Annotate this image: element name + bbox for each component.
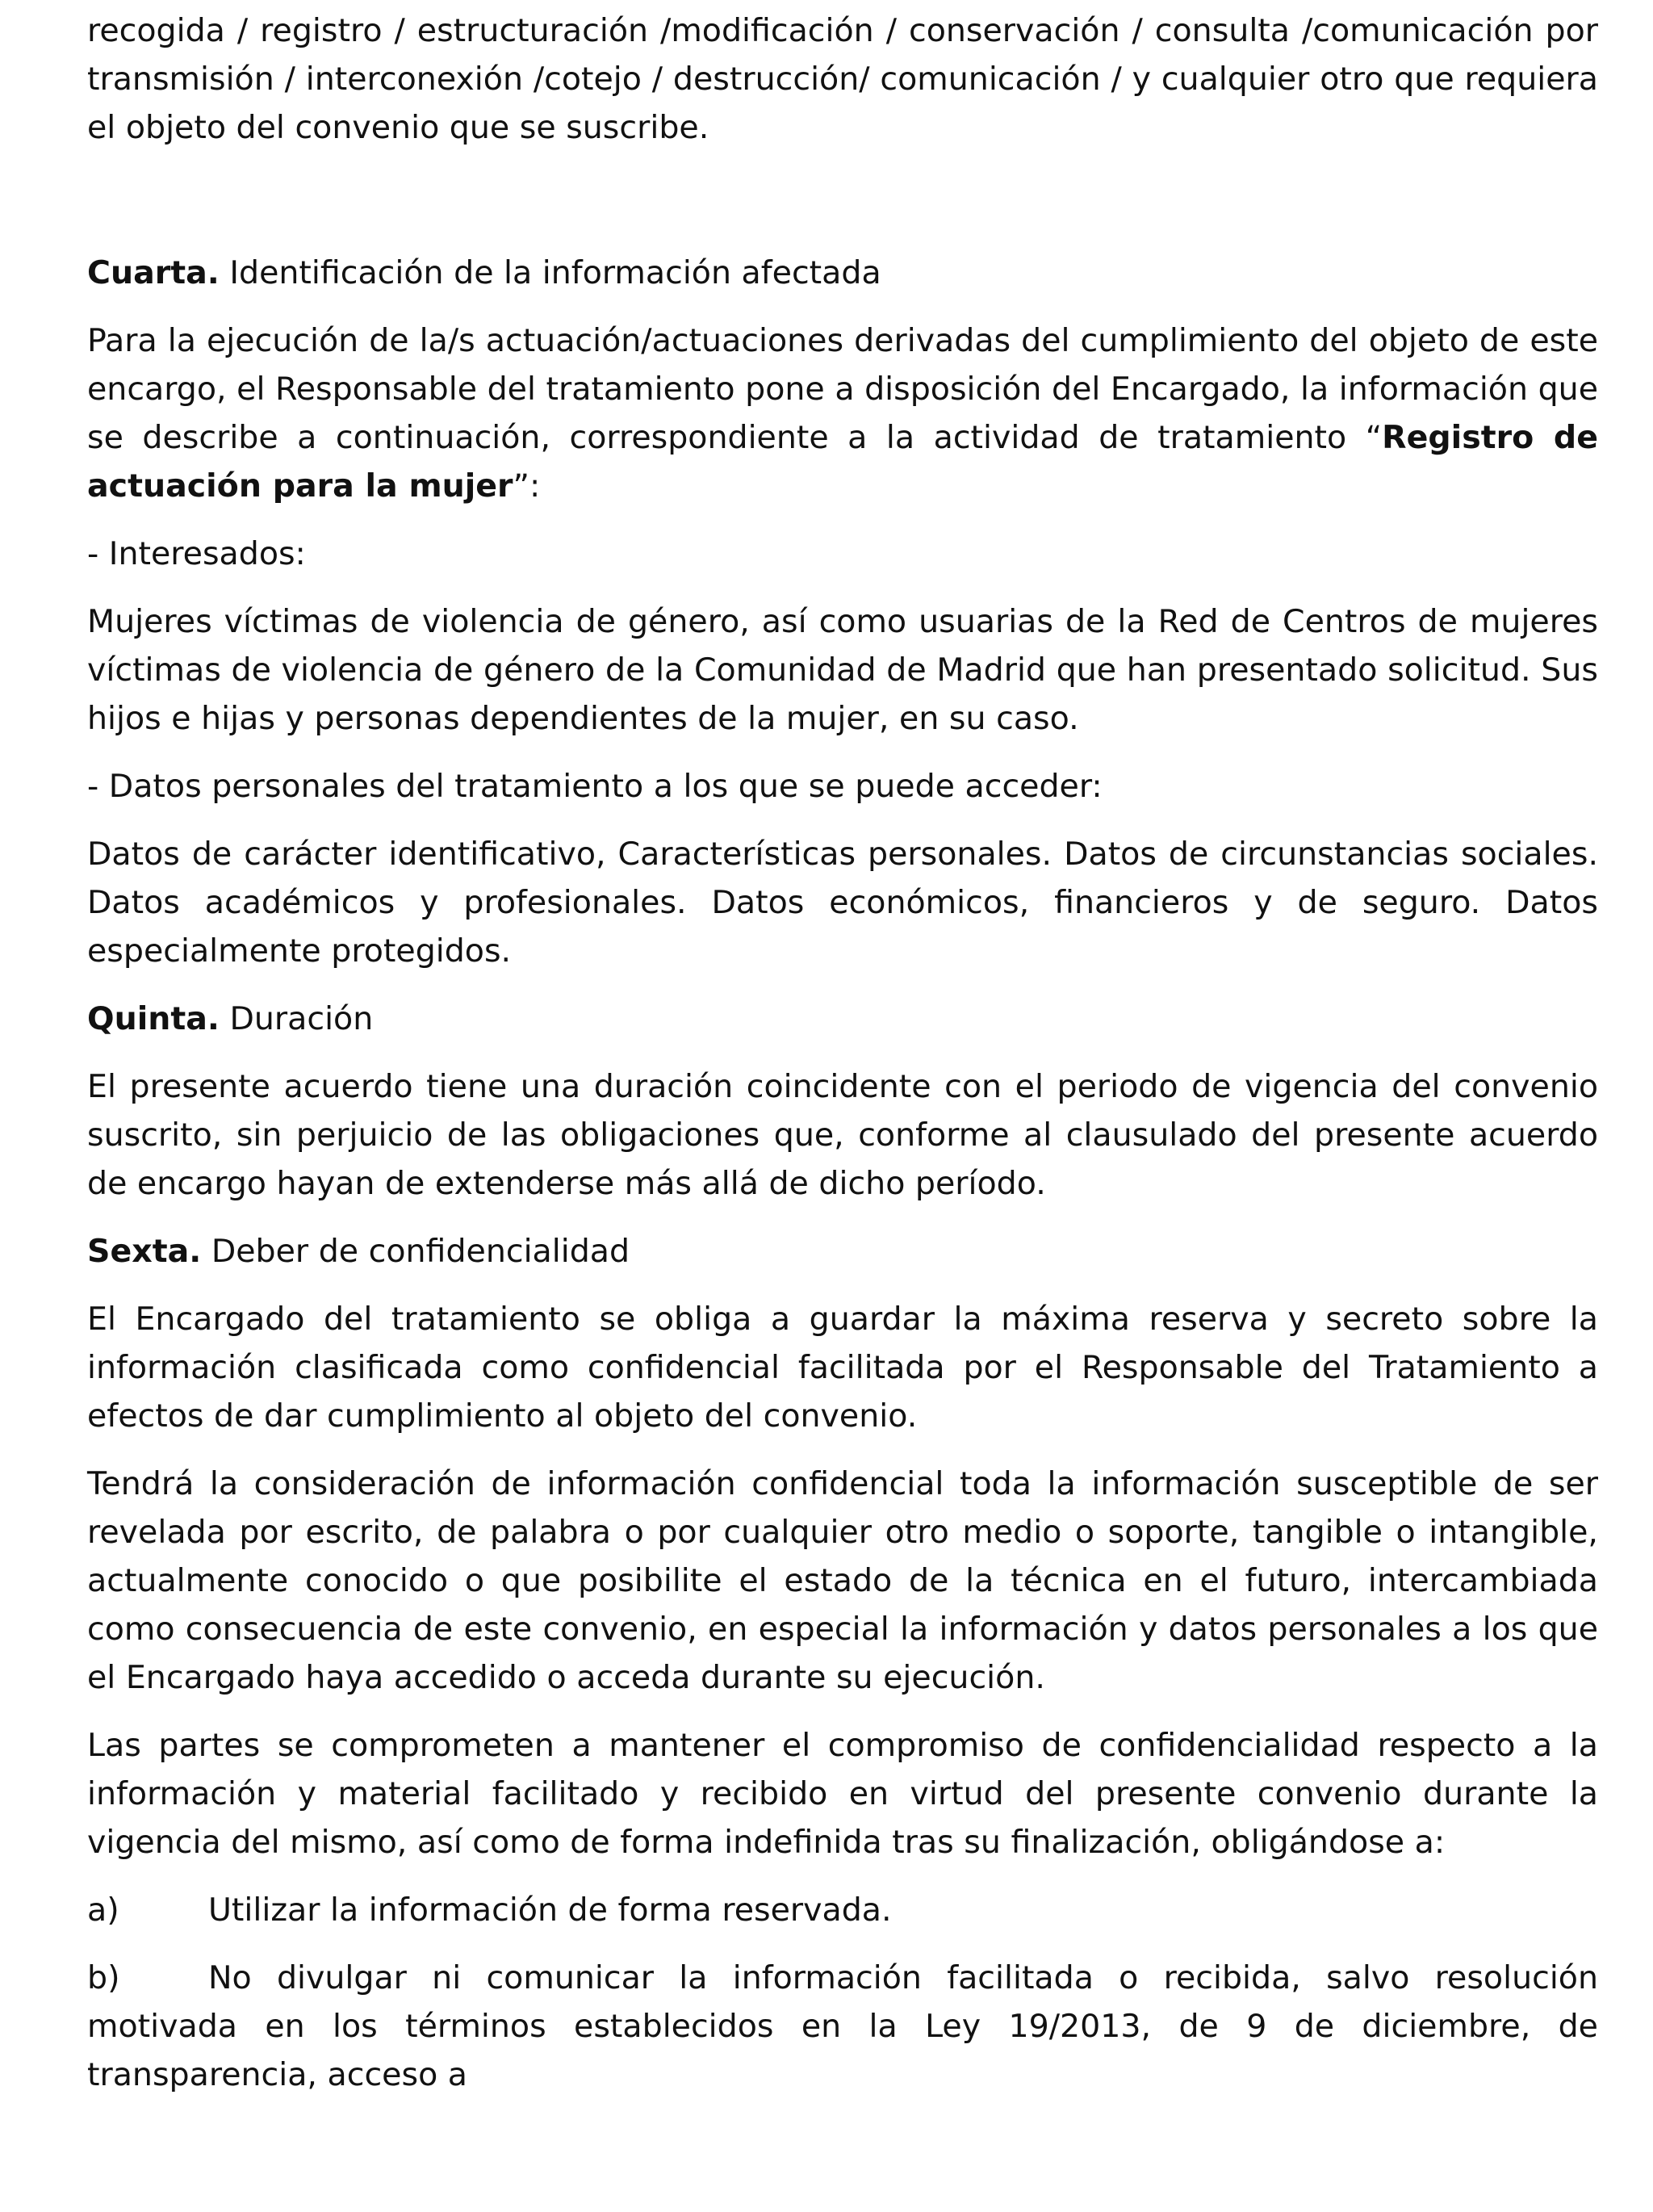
datos-label: - Datos personales del tratamiento a los que se puede acceder: [87, 768, 1103, 805]
quinta-title: Duración [219, 1000, 374, 1037]
cuarta-paragraph-bold: Registro de actuación para la mujer [87, 419, 1598, 505]
list-item-a-marker: a) [87, 1892, 119, 1929]
interesados-text: Mujeres víctimas de violencia de género, así como usuarias de la Red de Centros de mujeres víctimas de violencia de género de la Comunidad de Madrid que han presentado solicitud. Sus hijos e hijas y personas dependientes de la mujer, en su caso. [87, 603, 1598, 737]
cuarta-title: Identificación de la información afectada [219, 254, 881, 291]
document-page [87, 6, 1598, 2099]
quinta-label: Quinta. [87, 1000, 220, 1037]
intro-paragraph: recogida / registro / estructuración /modificación / conservación / consulta /comunicación por transmisión / interconexión /cotejo / destrucción/ comunicación / y cualquier otro que requiera el objeto del convenio que se suscribe. [87, 12, 1598, 146]
sexta-heading [87, 1227, 1598, 1276]
cuarta-paragraph-start: Para la ejecución de la/s actuación/actuaciones derivadas del cumplimiento del objeto de este encargo, el Responsable del tratamiento pone a disposición del Encargado, la información que se describe a continuación, correspondiente a la actividad de tratamiento “ [87, 322, 1598, 456]
cuarta-label: Cuarta. [87, 254, 220, 291]
cuarta-paragraph-end: ”: [513, 467, 541, 505]
quinta-heading [87, 995, 1598, 1043]
list-item-b-text: No divulgar ni comunicar la información facilitada o recibida, salvo resolución motivada en los términos establecidos en la Ley 19/2013, de 9 de diciembre, de transparencia, acceso a [87, 1959, 1598, 2093]
list-item-b-marker: b) [87, 1959, 120, 1996]
list-item-b [87, 1954, 1598, 2099]
cuarta-paragraph [87, 316, 1598, 510]
interesados-label: - Interesados: [87, 535, 306, 572]
sexta-paragraph-3: Las partes se comprometen a mantener el compromiso de confidencialidad respecto a la información y material facilitado y recibido en virtud del presente convenio durante la vigencia del mismo, así como de forma indefinida tras su finalización, obligándose a: [87, 1727, 1598, 1861]
cuarta-heading [87, 249, 1598, 297]
sexta-label: Sexta. [87, 1233, 202, 1270]
list-item-a-text: Utilizar la información de forma reservada. [208, 1892, 892, 1929]
sexta-title: Deber de confidencialidad [201, 1233, 630, 1270]
quinta-paragraph: El presente acuerdo tiene una duración coincidente con el periodo de vigencia del convenio suscrito, sin perjuicio de las obligaciones que, conforme al clausulado del presente acuerdo de encargo hayan de extenderse más allá de dicho período. [87, 1068, 1598, 1202]
sexta-paragraph-2: Tendrá la consideración de información confidencial toda la información susceptible de ser revelada por escrito, de palabra o por cualquier otro medio o soporte, tangible o intangible, actualmente conocido o que posibilite el estado de la técnica en el futuro, intercambiada como consecuencia de este convenio, en especial la información y datos personales a los que el Encargado haya accedido o acceda durante su ejecución. [87, 1465, 1598, 1696]
datos-text: Datos de carácter identificativo, Características personales. Datos de circunstancias sociales. Datos académicos y profesionales. Datos económicos, financieros y de seguro. Datos especialmente protegidos. [87, 836, 1598, 970]
list-item-a [87, 1886, 1598, 1934]
sexta-paragraph-1: El Encargado del tratamiento se obliga a guardar la máxima reserva y secreto sobre la información clasificada como confidencial facilitada por el Responsable del Tratamiento a efectos de dar cumplimiento al objeto del convenio. [87, 1301, 1598, 1435]
